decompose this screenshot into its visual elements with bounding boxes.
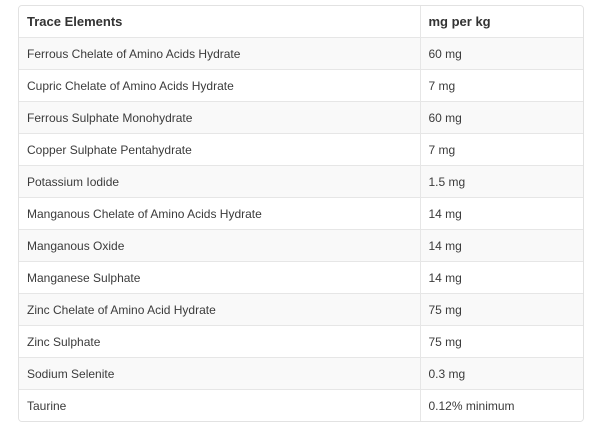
element-name-cell: Cupric Chelate of Amino Acids Hydrate: [19, 70, 420, 102]
table-row: [19, 70, 583, 102]
table-header-row: [19, 6, 583, 38]
element-amount-cell: 60 mg: [420, 102, 583, 134]
table-body: [19, 38, 583, 422]
element-amount-cell: 14 mg: [420, 230, 583, 262]
table-row: [19, 262, 583, 294]
element-name-cell: Zinc Chelate of Amino Acid Hydrate: [19, 294, 420, 326]
element-name-cell: Manganous Oxide: [19, 230, 420, 262]
element-name-cell: Sodium Selenite: [19, 358, 420, 390]
column-header-mg-per-kg: mg per kg: [420, 6, 583, 38]
table-row: [19, 358, 583, 390]
trace-elements-table: [18, 5, 584, 422]
table-row: [19, 166, 583, 198]
table-row: [19, 102, 583, 134]
element-name-cell: Manganese Sulphate: [19, 262, 420, 294]
column-header-trace-elements: Trace Elements: [19, 6, 420, 38]
element-amount-cell: 1.5 mg: [420, 166, 583, 198]
table-row: [19, 326, 583, 358]
element-name-cell: Potassium Iodide: [19, 166, 420, 198]
element-amount-cell: 75 mg: [420, 294, 583, 326]
element-amount-cell: 14 mg: [420, 262, 583, 294]
trace-elements-table-grid: [19, 6, 583, 421]
element-amount-cell: 14 mg: [420, 198, 583, 230]
element-name-cell: Zinc Sulphate: [19, 326, 420, 358]
table-row: [19, 294, 583, 326]
element-name-cell: Taurine: [19, 390, 420, 422]
element-name-cell: Manganous Chelate of Amino Acids Hydrate: [19, 198, 420, 230]
element-name-cell: Copper Sulphate Pentahydrate: [19, 134, 420, 166]
element-amount-cell: 7 mg: [420, 70, 583, 102]
element-amount-cell: 75 mg: [420, 326, 583, 358]
table-row: [19, 390, 583, 422]
element-amount-cell: 7 mg: [420, 134, 583, 166]
element-name-cell: Ferrous Sulphate Monohydrate: [19, 102, 420, 134]
element-amount-cell: 60 mg: [420, 38, 583, 70]
element-name-cell: Ferrous Chelate of Amino Acids Hydrate: [19, 38, 420, 70]
element-amount-cell: 0.3 mg: [420, 358, 583, 390]
table-row: [19, 38, 583, 70]
element-amount-cell: 0.12% minimum: [420, 390, 583, 422]
table-row: [19, 230, 583, 262]
table-row: [19, 134, 583, 166]
table-row: [19, 198, 583, 230]
